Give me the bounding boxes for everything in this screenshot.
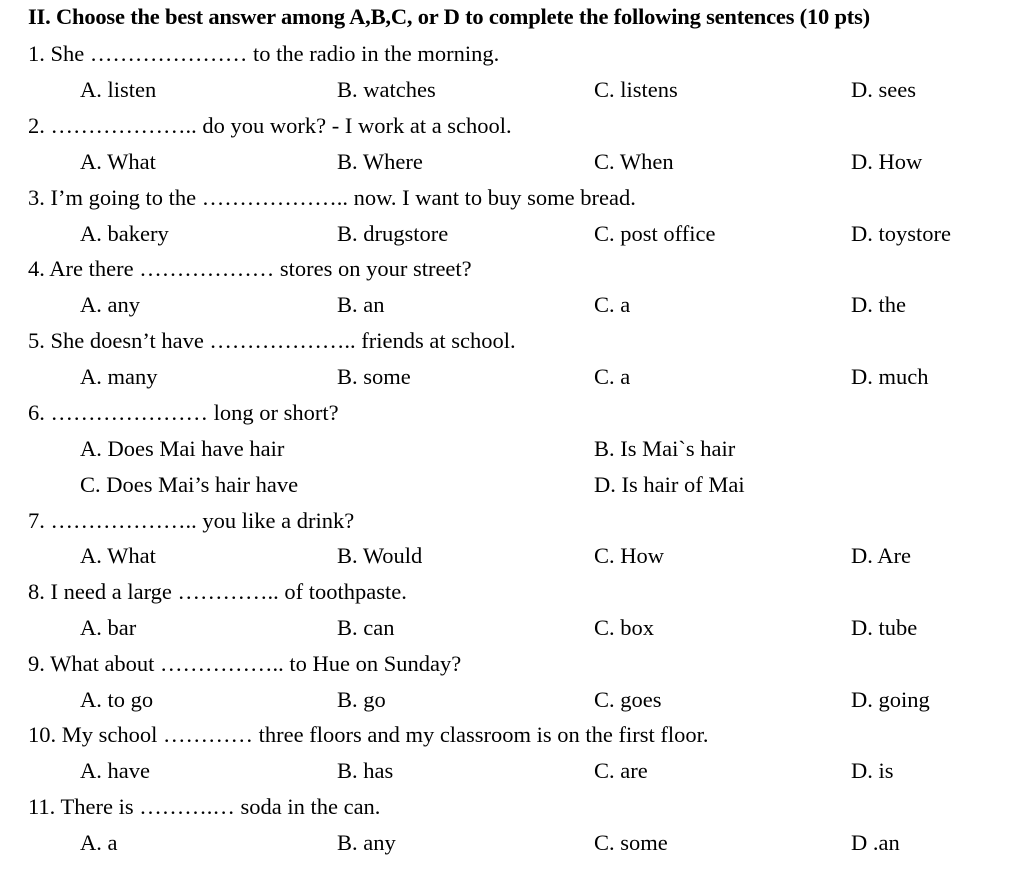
option-a: A. What: [80, 149, 156, 174]
option-a: A. bakery: [80, 221, 169, 246]
option-a: A. to go: [80, 687, 154, 712]
option-b: B. go: [337, 687, 386, 712]
option-a: A. What: [80, 543, 156, 568]
question-11-options: [0, 830, 1024, 866]
option-b: B. an: [337, 292, 385, 317]
option-c: C. goes: [594, 687, 662, 712]
option-d: D. is: [851, 758, 894, 783]
option-a: A. any: [80, 292, 140, 317]
question-6: [0, 400, 1024, 436]
option-c: C. When: [594, 149, 674, 174]
question-8: [0, 579, 1024, 615]
question-4: [0, 256, 1024, 292]
question-5-options: [0, 364, 1024, 400]
question-stem: 5. She doesn’t have ……………….. friends at school.: [28, 328, 516, 353]
option-b: B. can: [337, 615, 395, 640]
question-1-options: [0, 77, 1024, 113]
option-d: D. much: [851, 364, 929, 389]
option-d: D. Is hair of Mai: [594, 472, 745, 497]
option-c: C. listens: [594, 77, 678, 102]
option-b: B. watches: [337, 77, 436, 102]
option-a: A. many: [80, 364, 158, 389]
question-9-options: [0, 687, 1024, 723]
option-d: D. the: [851, 292, 906, 317]
question-10-options: [0, 758, 1024, 794]
question-7: [0, 508, 1024, 544]
question-2-options: [0, 149, 1024, 185]
option-a: A. Does Mai have hair: [80, 436, 285, 461]
option-d: D. tube: [851, 615, 918, 640]
option-d: D. going: [851, 687, 930, 712]
option-c: C. some: [594, 830, 668, 855]
option-b: B. has: [337, 758, 394, 783]
option-c: C. a: [594, 364, 631, 389]
question-stem: 9. What about …………….. to Hue on Sunday?: [28, 651, 462, 676]
question-stem: 3. I’m going to the ……………….. now. I want to buy some bread.: [28, 185, 636, 210]
question-stem: 8. I need a large ………….. of toothpaste.: [28, 579, 407, 604]
question-3: [0, 185, 1024, 221]
question-stem: 11. There is ……….… soda in the can.: [28, 794, 381, 819]
question-7-options: [0, 543, 1024, 579]
option-c: C. How: [594, 543, 665, 568]
option-b: B. any: [337, 830, 396, 855]
question-11: [0, 794, 1024, 830]
option-b: B. Where: [337, 149, 423, 174]
option-a: A. have: [80, 758, 150, 783]
question-6-options-row-1: [0, 436, 1024, 472]
option-d: D. sees: [851, 77, 916, 102]
question-5: [0, 328, 1024, 364]
option-a: A. bar: [80, 615, 137, 640]
option-d: D. How: [851, 149, 923, 174]
question-4-options: [0, 292, 1024, 328]
question-stem: 6. ………………… long or short?: [28, 400, 339, 425]
option-a: A. listen: [80, 77, 157, 102]
question-6-options-row-2: [0, 472, 1024, 508]
option-a: A. a: [80, 830, 118, 855]
option-b: B. Is Mai`s hair: [594, 436, 736, 461]
question-1: [0, 41, 1024, 77]
question-stem: 10. My school ………… three floors and my classroom is on the first floor.: [28, 722, 709, 747]
question-9: [0, 651, 1024, 687]
option-d: D .an: [851, 830, 900, 855]
question-8-options: [0, 615, 1024, 651]
option-c: C. post office: [594, 221, 716, 246]
option-d: D. Are: [851, 543, 911, 568]
option-b: B. some: [337, 364, 411, 389]
option-c: C. are: [594, 758, 648, 783]
option-c: C. box: [594, 615, 655, 640]
question-stem: 1. She ………………… to the radio in the morning.: [28, 41, 500, 66]
option-d: D. toystore: [851, 221, 951, 246]
question-stem: 2. ……………….. do you work? - I work at a school.: [28, 113, 512, 138]
question-2: [0, 113, 1024, 149]
question-stem: 4. Are there ……………… stores on your street?: [28, 256, 472, 281]
option-b: B. drugstore: [337, 221, 449, 246]
question-10: [0, 722, 1024, 758]
option-b: B. Would: [337, 543, 423, 568]
section-heading: II. Choose the best answer among A,B,C, or D to complete the following sentences (10 pts): [28, 4, 870, 29]
question-3-options: [0, 221, 1024, 257]
question-stem: 7. ……………….. you like a drink?: [28, 508, 355, 533]
option-c: C. a: [594, 292, 631, 317]
option-c: C. Does Mai’s hair have: [80, 472, 299, 497]
